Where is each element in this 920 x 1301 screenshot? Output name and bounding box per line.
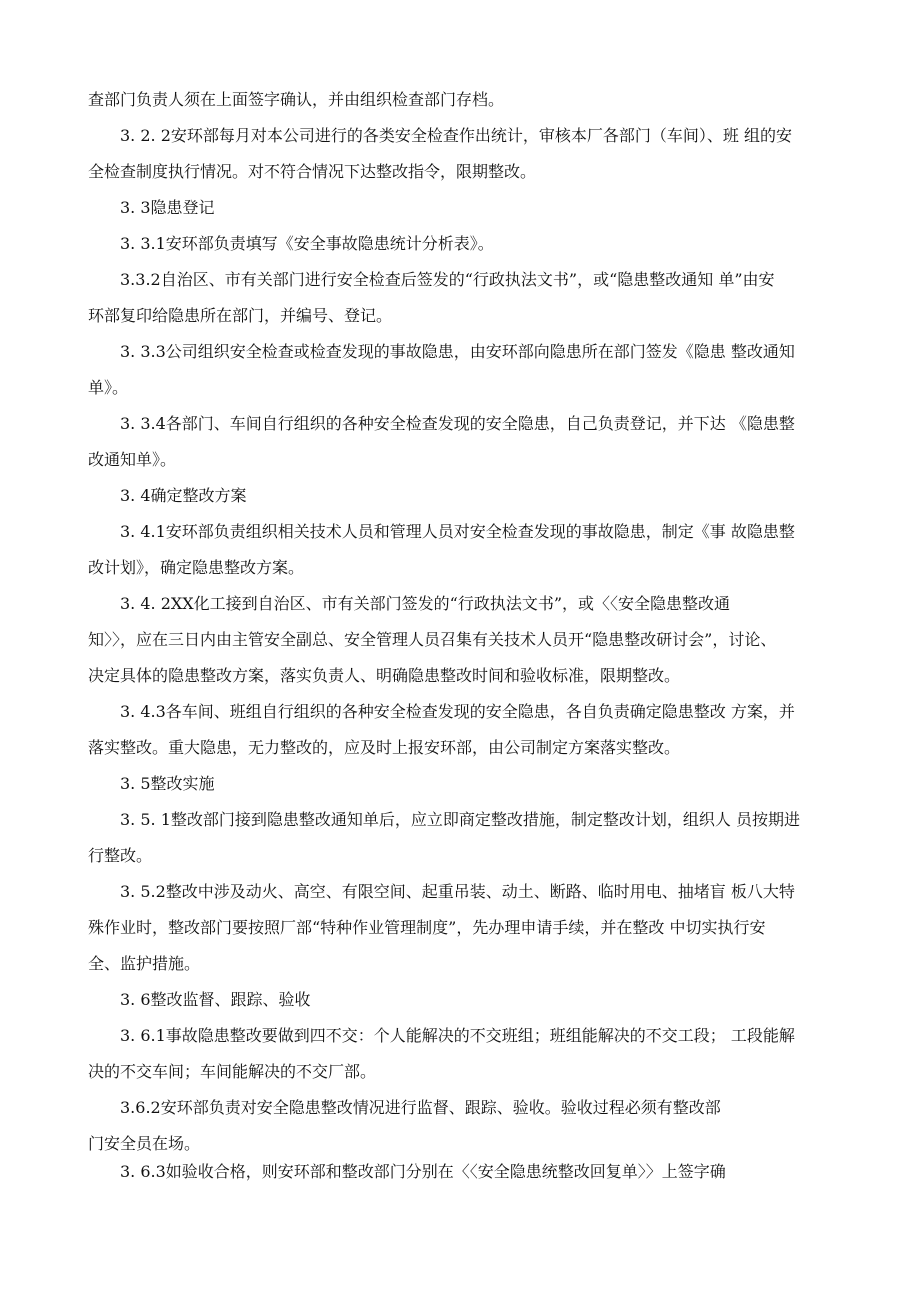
text-line: 3. 5.2整改中涉及动火、高空、有限空间、起重吊装、动土、断路、临时用电、抽堵盲 板八大特 (120, 882, 795, 901)
text-line: 单》。 (88, 378, 129, 397)
text-line: 环部复印给隐患所在部门，并编号、登记。 (88, 306, 393, 325)
document-body (88, 88, 836, 1196)
text-line: 3. 4.1安环部负责组织相关技术人员和管理人员对安全检查发现的事故隐患，制定《事 故隐患整 (120, 522, 795, 541)
text-line: 殊作业时，整改部门要按照厂部“特种作业管理制度”，先办理申请手续，并在整改 中切实执行安 (88, 918, 766, 937)
text-line: 决定具体的隐患整改方案，落实负责人、明确隐患整改时间和验收标准，限期整改。 (88, 666, 681, 685)
text-line: 改通知单》。 (88, 450, 177, 469)
text-line: 行整改。 (88, 846, 153, 865)
text-line: 3. 6.3如验收合格，则安环部和整改部门分别在〈〈安全隐患统整改回复单〉〉上签字确 (120, 1162, 726, 1181)
text-line: 3. 3.3公司组织安全检查或检查发现的事故隐患，由安环部向隐患所在部门签发《隐患 整改通知 (120, 342, 795, 361)
text-line: 改计划》，确定隐患整改方案。 (88, 558, 305, 577)
text-line: 3. 4确定整改方案 (120, 486, 247, 505)
text-line: 查部门负责人须在上面签字确认，并由组织检查部门存档。 (88, 90, 505, 109)
text-line: 知〉〉，应在三日内由主管安全副总、安全管理人员召集有关技术人员开“隐患整改研讨会”，讨论、 (88, 630, 777, 649)
text-line: 决的不交车间；车间能解决的不交厂部。 (88, 1062, 377, 1081)
text-line: 3. 3.1安环部负责填写《安全事故隐患统计分析表》。 (120, 234, 494, 253)
text-line: 3. 6整改监督、跟踪、验收 (120, 990, 311, 1009)
text-line: 全、监护措施。 (88, 954, 201, 973)
text-line: 落实整改。重大隐患，无力整改的，应及时上报安环部，由公司制定方案落实整改。 (88, 738, 681, 757)
text-line: 3. 5. 1整改部门接到隐患整改通知单后，应立即商定整改措施，制定整改计划，组织人 员按期进 (120, 810, 800, 829)
text-line: 3. 3.4各部门、车间自行组织的各种安全检查发现的安全隐患，自己负责登记，并下达 《隐患整 (120, 414, 795, 433)
text-line: 3.6.2安环部负责对安全隐患整改情况进行监督、跟踪、验收。验收过程必须有整改部 (120, 1098, 721, 1117)
text-line: 3. 2. 2安环部每月对本公司进行的各类安全检查作出统计，审核本厂各部门（车间）、班 组的安 (120, 126, 792, 145)
text-line: 3. 4.3各车间、班组自行组织的各种安全检查发现的安全隐患，各自负责确定隐患整改 方案，并 (120, 702, 795, 721)
text-line: 全检查制度执行情况。对不符合情况下达整改指令，限期整改。 (88, 162, 537, 181)
text-line: 3. 4. 2XX化工接到自治区、市有关部门签发的“行政执法文书”，或〈〈安全隐患整改通 (120, 594, 731, 613)
text-line: 门安全员在场。 (88, 1134, 201, 1153)
text-line: 3. 5整改实施 (120, 774, 215, 793)
text-line: 3. 6.1事故隐患整改要做到四不交：个人能解决的不交班组；班组能解决的不交工段； 工段能解 (120, 1026, 795, 1045)
text-line: 3.3.2自治区、市有关部门进行安全检查后签发的“行政执法文书”，或“隐患整改通知 单”由安 (120, 270, 775, 289)
text-line: 3. 3隐患登记 (120, 198, 215, 217)
